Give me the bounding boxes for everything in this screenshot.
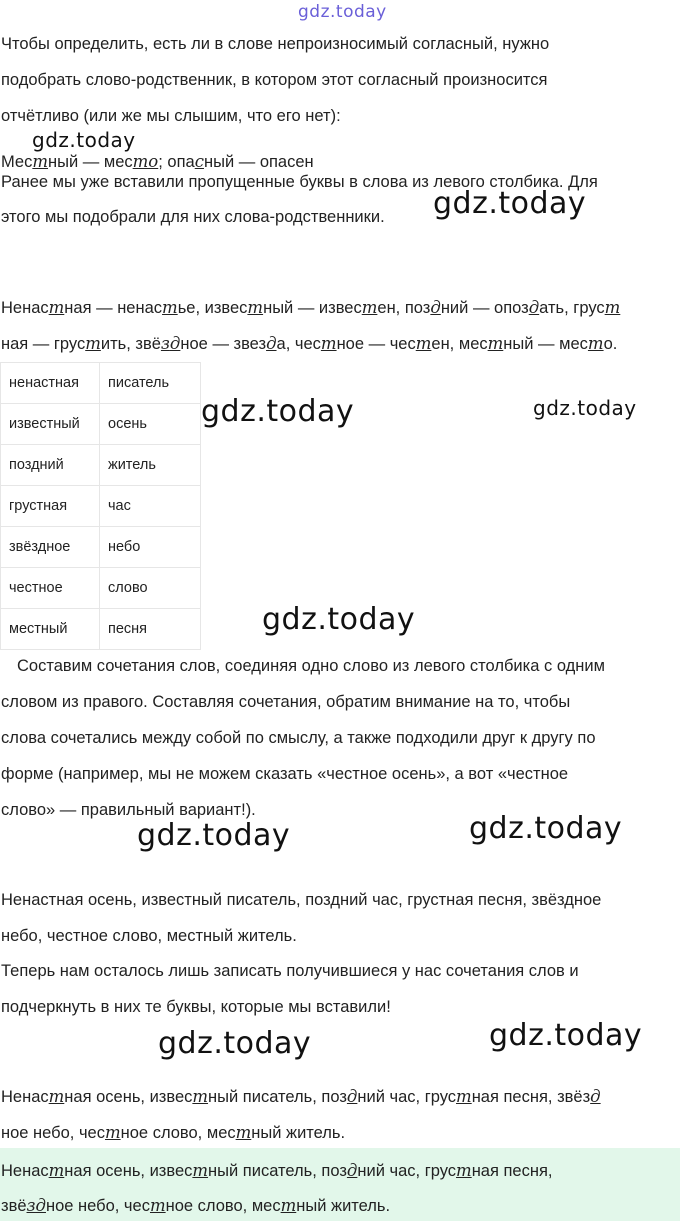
inserted-letter: то — [132, 152, 159, 170]
text-run: ная — грус — [1, 335, 86, 353]
watermark: gdz.today — [262, 602, 416, 637]
watermark: gdz.today — [32, 128, 136, 152]
para5-line-1: Ненастная осень, известный писатель, поздний час, грустная песня, звёздное — [1, 891, 602, 909]
inserted-letter: т — [235, 1123, 252, 1142]
inserted-letter: т — [104, 1123, 121, 1142]
intro-line-2: подобрать слово-родственник, в котором этот согласный произносится — [1, 71, 548, 89]
table-row — [1, 568, 201, 609]
text-run: ный — извес — [263, 299, 362, 317]
table-row — [1, 363, 201, 404]
table-cell-right: осень — [100, 404, 201, 445]
table-row — [1, 445, 201, 486]
text-run: Ненас — [1, 1088, 49, 1106]
intro-line-1: Чтобы определить, есть ли в слове непроизносимый согласный, нужно — [1, 35, 550, 53]
text-run: ье, извес — [177, 299, 248, 317]
text-run: ная — ненас — [64, 299, 163, 317]
inserted-letter: д — [35, 1196, 46, 1215]
inserted-letter: т — [487, 334, 504, 353]
inserted-letter: т — [85, 334, 101, 353]
table-cell-left: известный — [1, 404, 100, 445]
para7-line-2 — [1, 1115, 679, 1151]
inserted-letter: з — [26, 1196, 36, 1215]
table-cell-right: житель — [100, 445, 201, 486]
table-cell-left: поздний — [1, 445, 100, 486]
table-row — [1, 609, 201, 650]
table-cell-left: грустная — [1, 486, 100, 527]
para4-line-4: форме (например, мы не можем сказать «честное осень», а вот «честное — [1, 765, 569, 783]
inserted-letter: т — [192, 1161, 209, 1180]
table-cell-left: ненастная — [1, 363, 100, 404]
inserted-letter: т — [192, 1087, 209, 1106]
para7-line-1 — [1, 1079, 679, 1115]
inserted-letter: т — [48, 298, 65, 317]
inserted-letter: т — [162, 298, 178, 317]
para3-line-2 — [1, 326, 679, 362]
table-cell-right: песня — [100, 609, 201, 650]
table-row — [1, 527, 201, 568]
text-run: ный писатель, поз — [208, 1162, 347, 1180]
text-run: ная осень, извес — [64, 1088, 193, 1106]
text-run: ный — мес — [48, 153, 133, 170]
inserted-letter: д — [346, 1087, 358, 1106]
inserted-letter: т — [415, 334, 432, 353]
text-run: ная осень, извес — [64, 1162, 193, 1180]
words-table — [0, 362, 201, 650]
watermark: gdz.today — [489, 1018, 643, 1053]
table-cell-right: слово — [100, 568, 201, 609]
watermark: gdz.today — [469, 811, 623, 846]
para4-line-1: Составим сочетания слов, соединяя одно слово из левого столбика с одним — [17, 657, 605, 675]
inserted-letter: з — [160, 334, 170, 353]
table-cell-right: час — [100, 486, 201, 527]
text-run: ний час, грус — [357, 1162, 457, 1180]
watermark-top: gdz.today — [298, 2, 387, 22]
para3-line-1 — [1, 290, 679, 326]
text-run: звё — [1, 1197, 27, 1215]
answer-box — [0, 1148, 680, 1221]
text-run: ная песня, — [471, 1162, 553, 1180]
inserted-letter: т — [280, 1196, 297, 1215]
table-cell-left: честное — [1, 568, 100, 609]
inserted-letter: т — [48, 1161, 65, 1180]
inserted-letter: т — [149, 1196, 166, 1215]
text-run: ная песня, звёз — [471, 1088, 591, 1106]
text-run: Мес — [1, 153, 33, 170]
watermark: gdz.today — [201, 394, 355, 429]
inserted-letter: с — [194, 152, 204, 170]
text-run: Ненас — [1, 1162, 49, 1180]
inserted-letter: д — [346, 1161, 358, 1180]
text-run: ное слово, мес — [120, 1124, 236, 1142]
text-run: ; опа — [158, 153, 195, 170]
inserted-letter: д — [528, 298, 540, 317]
text-run: а, чес — [276, 335, 321, 353]
inserted-letter: д — [430, 298, 441, 317]
text-run: ное — звез — [180, 335, 267, 353]
answer-line-1 — [1, 1153, 679, 1189]
watermark: gdz.today — [533, 396, 637, 420]
text-run: ный житель. — [296, 1197, 391, 1215]
text-run: о. — [603, 335, 618, 353]
text-run: ное слово, мес — [165, 1197, 281, 1215]
text-run: ен, мес — [431, 335, 488, 353]
text-run: Ненас — [1, 299, 49, 317]
watermark: gdz.today — [433, 186, 587, 221]
table-cell-left: местный — [1, 609, 100, 650]
text-run: ное — чес — [336, 335, 416, 353]
inserted-letter: т — [320, 334, 337, 353]
inserted-letter: д — [590, 1087, 601, 1106]
text-run: ный — опасен — [203, 153, 314, 170]
inserted-letter: т — [604, 298, 621, 317]
text-run: ен, поз — [377, 299, 431, 317]
inserted-letter: т — [32, 152, 49, 170]
text-run: ить, звё — [100, 335, 161, 353]
para4-line-3: слова сочетались между собой по смыслу, а также подходили друг к другу по — [1, 729, 596, 747]
para6-line-2: подчеркнуть в них те буквы, которые мы вставили! — [1, 998, 391, 1016]
watermark: gdz.today — [158, 1026, 312, 1061]
table-cell-right: писатель — [100, 363, 201, 404]
table-row — [1, 486, 201, 527]
table-row — [1, 404, 201, 445]
para2-line-1: Ранее мы уже вставили пропущенные буквы в слова из левого столбика. Для — [1, 173, 598, 191]
text-run: ний — опоз — [440, 299, 529, 317]
text-run: ный житель. — [251, 1124, 346, 1142]
para5-line-2: небо, честное слово, местный житель. — [1, 927, 297, 945]
table-cell-right: небо — [100, 527, 201, 568]
text-run: ный писатель, поз — [208, 1088, 347, 1106]
text-run: ний час, грус — [357, 1088, 457, 1106]
inserted-letter: т — [456, 1161, 472, 1180]
text-run: ный — мес — [503, 335, 588, 353]
answer-line-2 — [1, 1188, 679, 1224]
intro-line-3: отчётливо (или же мы слышим, что его нет): — [1, 107, 341, 125]
para4-line-2: словом из правого. Составляя сочетания, обратим внимание на то, чтобы — [1, 693, 571, 711]
table-cell-left: звёздное — [1, 527, 100, 568]
inserted-letter: т — [587, 334, 604, 353]
watermark: gdz.today — [137, 818, 291, 853]
inserted-letter: т — [48, 1087, 65, 1106]
inserted-letter: д — [266, 334, 277, 353]
text-run: ное небо, чес — [45, 1197, 150, 1215]
para2-line-2: этого мы подобрали для них слова-родственники. — [1, 208, 385, 226]
inserted-letter: д — [169, 334, 181, 353]
inserted-letter: т — [456, 1087, 472, 1106]
inserted-letter: т — [247, 298, 264, 317]
inserted-letter: т — [361, 298, 378, 317]
text-run: ное небо, чес — [1, 1124, 105, 1142]
text-run: ать, грус — [539, 299, 605, 317]
para6-line-1: Теперь нам осталось лишь записать получившиеся у нас сочетания слов и — [1, 962, 579, 980]
para4-line-5: слово» — правильный вариант!). — [1, 801, 256, 819]
